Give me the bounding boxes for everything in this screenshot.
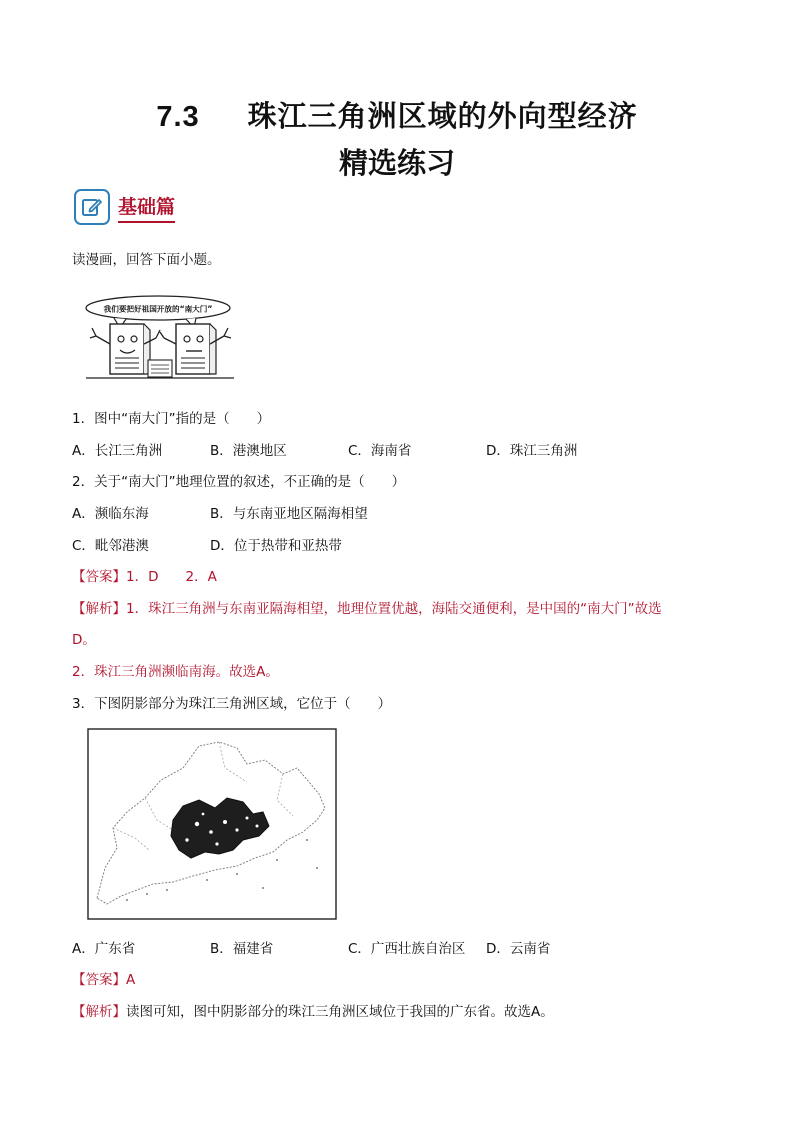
q3-option-b: B．福建省 — [210, 941, 274, 957]
intro-text: 读漫画，回答下面小题。 — [72, 252, 221, 268]
answer-text: 1．D 2．A — [126, 569, 217, 585]
section-label: 基础篇 — [118, 192, 175, 223]
analysis-label: 【解析】 — [72, 601, 126, 617]
q1-stem: 1．图中“南大门”指的是（ ） — [72, 411, 271, 427]
q1-option-c: C．海南省 — [348, 443, 412, 459]
answer-text: A — [126, 972, 136, 988]
cartoon-figure — [84, 294, 236, 384]
analysis-1-line-1 — [72, 599, 662, 619]
q3-option-c: C．广西壮族自治区 — [348, 941, 466, 957]
title-number: 7.3 — [156, 101, 200, 133]
q1-option-a: A．长江三角洲 — [72, 443, 163, 459]
map-figure — [87, 728, 337, 920]
analysis-2 — [72, 1002, 554, 1022]
title-sub: 精选练习 — [338, 146, 455, 180]
document-title — [0, 96, 794, 183]
title-main: 珠江三角洲区域的外向型经济 — [247, 99, 638, 133]
q3-stem: 3．下图阴影部分为珠江三角洲区域，它位于（ ） — [72, 696, 392, 712]
q2-stem: 2．关于“南大门”地理位置的叙述，不正确的是（ ） — [72, 474, 406, 490]
title-main-line — [0, 96, 794, 137]
analysis-text: 1．珠江三角洲与东南亚隔海相望，地理位置优越，海陆交通便利，是中国的“南大门”故选 — [126, 601, 662, 617]
section-header — [74, 187, 175, 227]
answer-1 — [72, 567, 217, 587]
q1-option-b: B．港澳地区 — [210, 443, 287, 459]
answer-label: 【答案】 — [72, 972, 126, 988]
q2-option-b: B．与东南亚地区隔海相望 — [210, 506, 368, 522]
q1-option-d: D．珠江三角洲 — [486, 443, 578, 459]
answer-2 — [72, 970, 135, 990]
analysis-1-line-3: 2．珠江三角洲濒临南海。故选A。 — [72, 664, 279, 680]
q2-option-a: A．濒临东海 — [72, 506, 149, 522]
q2-option-d: D．位于热带和亚热带 — [210, 538, 342, 554]
analysis-text: 读图可知，图中阴影部分的珠江三角洲区域位于我国的广东省。故选A。 — [126, 1004, 554, 1020]
q3-option-a: A．广东省 — [72, 941, 136, 957]
q3-option-d: D．云南省 — [486, 941, 551, 957]
edit-pencil-icon — [74, 189, 110, 225]
q2-option-c: C．毗邻港澳 — [72, 538, 149, 554]
cartoon-speech: 我们要把好祖国开放的“南大门” — [103, 304, 213, 314]
analysis-1-line-2: D。 — [72, 632, 96, 648]
answer-label: 【答案】 — [72, 569, 126, 585]
analysis-label: 【解析】 — [72, 1004, 126, 1020]
